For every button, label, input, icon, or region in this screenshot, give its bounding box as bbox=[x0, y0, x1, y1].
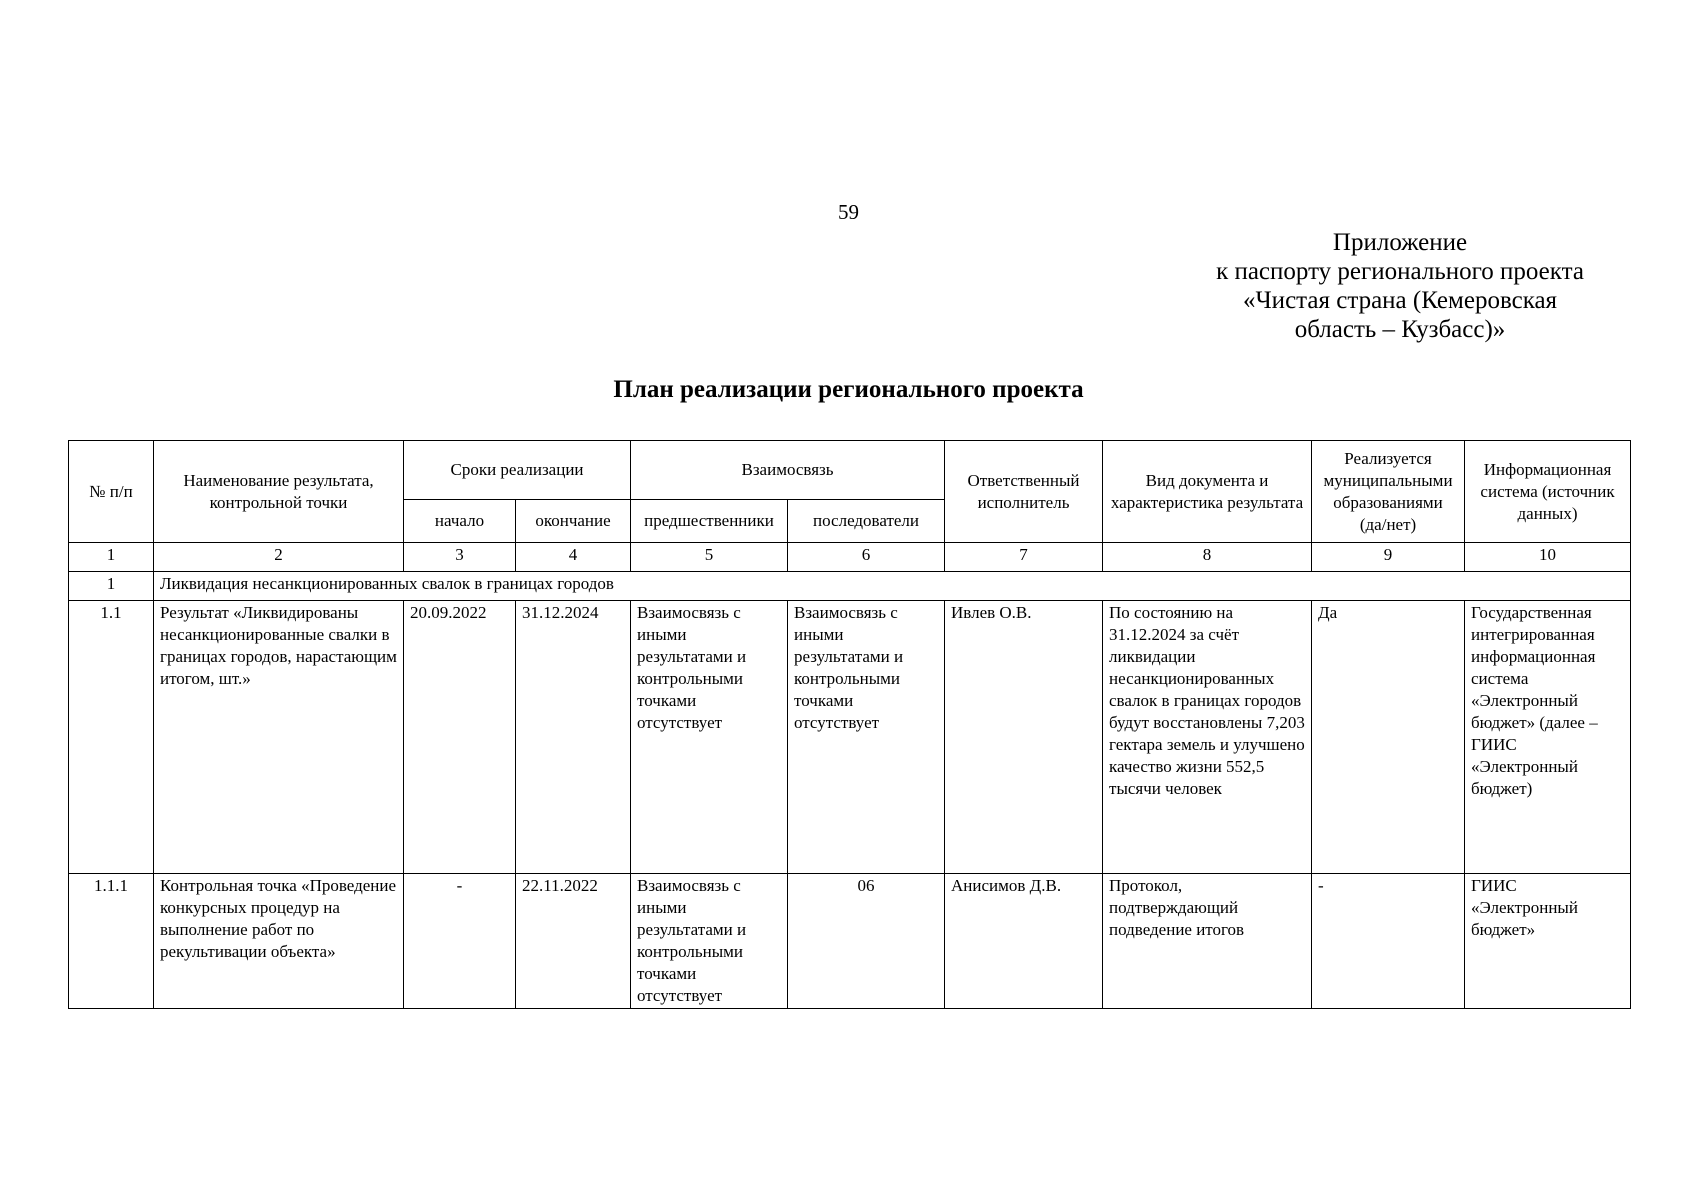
row-municipal: - bbox=[1312, 874, 1465, 1009]
column-number: 7 bbox=[945, 543, 1103, 572]
row-end: 31.12.2024 bbox=[516, 601, 631, 874]
row-info-system: Государственная интегрированная информационная система «Электронный бюджет» (далее – ГИИС «Электронный бюджет) bbox=[1465, 601, 1631, 874]
header-terms: Сроки реализации bbox=[404, 441, 631, 500]
row-start: - bbox=[404, 874, 516, 1009]
row-doc-type: По состоянию на 31.12.2024 за счёт ликвидации несанкционированных свалок в границах городов будут восстановлены 7,203 гектара земель и улучшено качество жизни 552,5 тысячи человек bbox=[1103, 601, 1312, 874]
section-name: Ликвидация несанкционированных свалок в границах городов bbox=[154, 572, 1631, 601]
column-number: 6 bbox=[788, 543, 945, 572]
row-responsible: Анисимов Д.В. bbox=[945, 874, 1103, 1009]
header-municipal: Реализуется муниципальными образованиями (да/нет) bbox=[1312, 441, 1465, 543]
row-name: Результат «Ликвидированы несанкционированные свалки в границах городов, нарастающим итогом, шт.» bbox=[154, 601, 404, 874]
section-row bbox=[69, 572, 1631, 601]
row-num: 1.1 bbox=[69, 601, 154, 874]
header-info-system: Информационная система (источник данных) bbox=[1465, 441, 1631, 543]
column-numbers-row bbox=[69, 543, 1631, 572]
appendix-caption bbox=[1140, 228, 1660, 344]
table-row bbox=[69, 601, 1631, 874]
row-followers: 06 bbox=[788, 874, 945, 1009]
appendix-line: Приложение bbox=[1332, 229, 1468, 256]
column-number: 4 bbox=[516, 543, 631, 572]
row-followers: Взаимосвязь с иными результатами и контрольными точками отсутствует bbox=[788, 601, 945, 874]
appendix-line: «Чистая страна (Кемеровская bbox=[1242, 287, 1558, 314]
row-responsible: Ивлев О.В. bbox=[945, 601, 1103, 874]
row-num: 1.1.1 bbox=[69, 874, 154, 1009]
header-followers: последователи bbox=[788, 500, 945, 543]
header-predecessors: предшественники bbox=[631, 500, 788, 543]
header-relation: Взаимосвязь bbox=[631, 441, 945, 500]
column-number: 8 bbox=[1103, 543, 1312, 572]
row-predecessors: Взаимосвязь с иными результатами и контрольными точками отсутствует bbox=[631, 601, 788, 874]
row-name: Контрольная точка «Проведение конкурсных процедур на выполнение работ по рекультивации объекта» bbox=[154, 874, 404, 1009]
header-responsible: Ответственный исполнитель bbox=[945, 441, 1103, 543]
page-number: 59 bbox=[838, 200, 859, 224]
row-predecessors: Взаимосвязь с иными результатами и контрольными точками отсутствует bbox=[631, 874, 788, 1009]
header-name: Наименование результата, контрольной точки bbox=[154, 441, 404, 543]
document-title: План реализации регионального проекта bbox=[613, 376, 1084, 403]
column-number: 2 bbox=[154, 543, 404, 572]
column-number: 1 bbox=[69, 543, 154, 572]
column-number: 10 bbox=[1465, 543, 1631, 572]
row-doc-type: Протокол, подтверждающий подведение итогов bbox=[1103, 874, 1312, 1009]
table-row bbox=[69, 874, 1631, 1009]
column-number: 5 bbox=[631, 543, 788, 572]
column-number: 9 bbox=[1312, 543, 1465, 572]
section-num: 1 bbox=[69, 572, 154, 601]
table-header-row bbox=[69, 441, 1631, 500]
column-number: 3 bbox=[404, 543, 516, 572]
header-start: начало bbox=[404, 500, 516, 543]
header-num: № п/п bbox=[69, 441, 154, 543]
header-end: окончание bbox=[516, 500, 631, 543]
row-start: 20.09.2022 bbox=[404, 601, 516, 874]
appendix-line: к паспорту регионального проекта bbox=[1216, 258, 1584, 285]
header-doc-type: Вид документа и характеристика результата bbox=[1103, 441, 1312, 543]
row-end: 22.11.2022 bbox=[516, 874, 631, 1009]
row-municipal: Да bbox=[1312, 601, 1465, 874]
row-info-system: ГИИС «Электронный бюджет» bbox=[1465, 874, 1631, 1009]
implementation-plan-table bbox=[68, 440, 1631, 1009]
appendix-line: область – Кузбасс)» bbox=[1294, 316, 1506, 343]
